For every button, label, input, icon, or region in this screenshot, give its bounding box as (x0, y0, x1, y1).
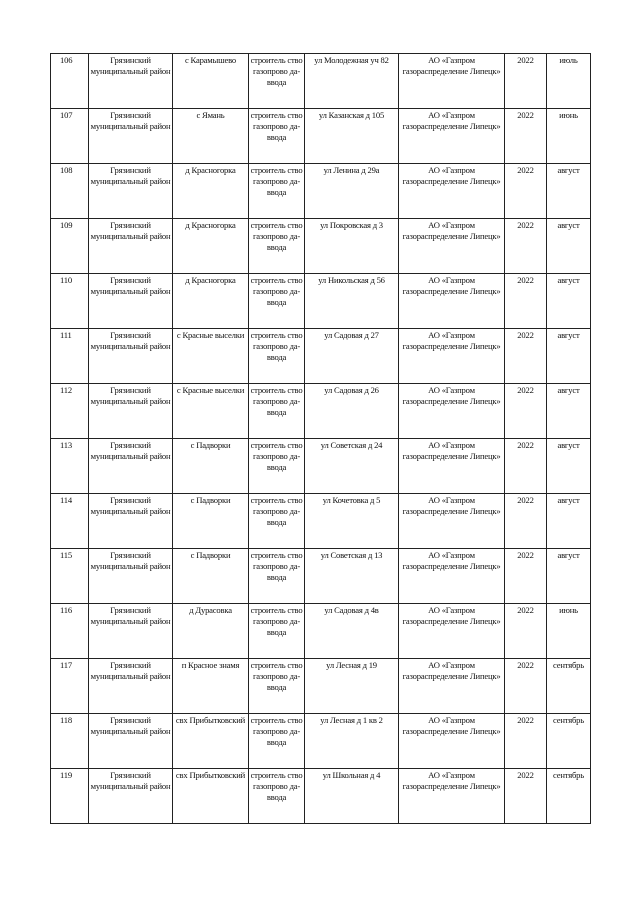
cell-organization: АО «Газпром газораспределение Липецк» (399, 604, 505, 659)
table-row (51, 604, 591, 659)
cell-work-type: строитель ство газопрово да-ввода (249, 714, 305, 769)
cell-month: сентябрь (547, 769, 591, 824)
cell-address: ул Никольская д 56 (305, 274, 399, 329)
table-row (51, 109, 591, 164)
cell-year: 2022 (505, 659, 547, 714)
cell-row-number: 119 (51, 769, 89, 824)
cell-row-number: 107 (51, 109, 89, 164)
cell-address: ул Школьная д 4 (305, 769, 399, 824)
cell-district: Грязинский муниципальный район (89, 164, 173, 219)
cell-settlement: с Красные выселки (173, 329, 249, 384)
cell-month: июль (547, 54, 591, 109)
cell-address: ул Кочетовка д 5 (305, 494, 399, 549)
cell-district: Грязинский муниципальный район (89, 274, 173, 329)
cell-work-type: строитель ство газопрово да-ввода (249, 659, 305, 714)
cell-row-number: 116 (51, 604, 89, 659)
cell-address: ул Советская д 24 (305, 439, 399, 494)
cell-work-type: строитель ство газопрово да-ввода (249, 604, 305, 659)
cell-row-number: 110 (51, 274, 89, 329)
cell-year: 2022 (505, 714, 547, 769)
cell-row-number: 111 (51, 329, 89, 384)
cell-month: август (547, 274, 591, 329)
cell-settlement: д Красногорка (173, 164, 249, 219)
table-row (51, 54, 591, 109)
cell-month: август (547, 549, 591, 604)
cell-year: 2022 (505, 164, 547, 219)
cell-district: Грязинский муниципальный район (89, 109, 173, 164)
cell-organization: АО «Газпром газораспределение Липецк» (399, 274, 505, 329)
cell-address: ул Садовая д 4в (305, 604, 399, 659)
cell-settlement: с Падворки (173, 439, 249, 494)
cell-settlement: п Красное знамя (173, 659, 249, 714)
cell-row-number: 113 (51, 439, 89, 494)
cell-organization: АО «Газпром газораспределение Липецк» (399, 659, 505, 714)
cell-district: Грязинский муниципальный район (89, 439, 173, 494)
table-row (51, 659, 591, 714)
cell-organization: АО «Газпром газораспределение Липецк» (399, 549, 505, 604)
cell-address: ул Молодежная уч 82 (305, 54, 399, 109)
cell-year: 2022 (505, 549, 547, 604)
gasification-table (50, 53, 591, 824)
table-body (51, 54, 591, 824)
cell-month: июнь (547, 109, 591, 164)
cell-district: Грязинский муниципальный район (89, 659, 173, 714)
cell-settlement: с Падворки (173, 549, 249, 604)
cell-year: 2022 (505, 384, 547, 439)
cell-settlement: с Карамышево (173, 54, 249, 109)
cell-address: ул Садовая д 27 (305, 329, 399, 384)
cell-year: 2022 (505, 769, 547, 824)
table-row (51, 274, 591, 329)
cell-organization: АО «Газпром газораспределение Липецк» (399, 329, 505, 384)
cell-district: Грязинский муниципальный район (89, 219, 173, 274)
cell-work-type: строитель ство газопрово да-ввода (249, 384, 305, 439)
cell-district: Грязинский муниципальный район (89, 714, 173, 769)
cell-settlement: д Красногорка (173, 274, 249, 329)
cell-district: Грязинский муниципальный район (89, 384, 173, 439)
cell-month: август (547, 219, 591, 274)
cell-month: август (547, 494, 591, 549)
cell-work-type: строитель ство газопрово да-ввода (249, 54, 305, 109)
cell-organization: АО «Газпром газораспределение Липецк» (399, 714, 505, 769)
cell-organization: АО «Газпром газораспределение Липецк» (399, 109, 505, 164)
table-row (51, 384, 591, 439)
cell-row-number: 112 (51, 384, 89, 439)
cell-month: сентябрь (547, 659, 591, 714)
cell-settlement: д Дурасовка (173, 604, 249, 659)
cell-work-type: строитель ство газопрово да-ввода (249, 219, 305, 274)
cell-address: ул Ленина д 29а (305, 164, 399, 219)
table-row (51, 219, 591, 274)
cell-district: Грязинский муниципальный район (89, 54, 173, 109)
cell-settlement: с Красные выселки (173, 384, 249, 439)
cell-organization: АО «Газпром газораспределение Липецк» (399, 219, 505, 274)
cell-address: ул Лесная д 1 кв 2 (305, 714, 399, 769)
cell-district: Грязинский муниципальный район (89, 549, 173, 604)
cell-month: сентябрь (547, 714, 591, 769)
table-row (51, 329, 591, 384)
cell-work-type: строитель ство газопрово да-ввода (249, 109, 305, 164)
cell-address: ул Покровская д 3 (305, 219, 399, 274)
cell-organization: АО «Газпром газораспределение Липецк» (399, 494, 505, 549)
cell-month: август (547, 439, 591, 494)
cell-settlement: свх Прибытковский (173, 714, 249, 769)
cell-district: Грязинский муниципальный район (89, 494, 173, 549)
cell-year: 2022 (505, 54, 547, 109)
cell-work-type: строитель ство газопрово да-ввода (249, 274, 305, 329)
cell-row-number: 118 (51, 714, 89, 769)
cell-district: Грязинский муниципальный район (89, 769, 173, 824)
cell-organization: АО «Газпром газораспределение Липецк» (399, 769, 505, 824)
cell-address: ул Казанская д 105 (305, 109, 399, 164)
cell-organization: АО «Газпром газораспределение Липецк» (399, 164, 505, 219)
cell-address: ул Советская д 13 (305, 549, 399, 604)
cell-month: август (547, 384, 591, 439)
cell-settlement: д Красногорка (173, 219, 249, 274)
cell-year: 2022 (505, 109, 547, 164)
cell-year: 2022 (505, 219, 547, 274)
table-row (51, 769, 591, 824)
table-row (51, 714, 591, 769)
cell-work-type: строитель ство газопрово да-ввода (249, 164, 305, 219)
cell-work-type: строитель ство газопрово да-ввода (249, 769, 305, 824)
cell-organization: АО «Газпром газораспределение Липецк» (399, 384, 505, 439)
cell-row-number: 108 (51, 164, 89, 219)
cell-year: 2022 (505, 604, 547, 659)
cell-row-number: 117 (51, 659, 89, 714)
cell-settlement: с Падворки (173, 494, 249, 549)
cell-address: ул Садовая д 26 (305, 384, 399, 439)
cell-work-type: строитель ство газопрово да-ввода (249, 494, 305, 549)
cell-organization: АО «Газпром газораспределение Липецк» (399, 54, 505, 109)
cell-work-type: строитель ство газопрово да-ввода (249, 439, 305, 494)
cell-settlement: с Ямань (173, 109, 249, 164)
cell-month: июнь (547, 604, 591, 659)
cell-year: 2022 (505, 439, 547, 494)
table-row (51, 549, 591, 604)
table-row (51, 494, 591, 549)
table-row (51, 439, 591, 494)
cell-row-number: 115 (51, 549, 89, 604)
cell-organization: АО «Газпром газораспределение Липецк» (399, 439, 505, 494)
cell-address: ул Лесная д 19 (305, 659, 399, 714)
cell-district: Грязинский муниципальный район (89, 604, 173, 659)
cell-row-number: 106 (51, 54, 89, 109)
cell-year: 2022 (505, 494, 547, 549)
cell-settlement: свх Прибытковский (173, 769, 249, 824)
cell-year: 2022 (505, 329, 547, 384)
cell-work-type: строитель ство газопрово да-ввода (249, 549, 305, 604)
cell-district: Грязинский муниципальный район (89, 329, 173, 384)
cell-work-type: строитель ство газопрово да-ввода (249, 329, 305, 384)
cell-row-number: 114 (51, 494, 89, 549)
cell-row-number: 109 (51, 219, 89, 274)
cell-year: 2022 (505, 274, 547, 329)
cell-month: август (547, 164, 591, 219)
table-row (51, 164, 591, 219)
cell-month: август (547, 329, 591, 384)
